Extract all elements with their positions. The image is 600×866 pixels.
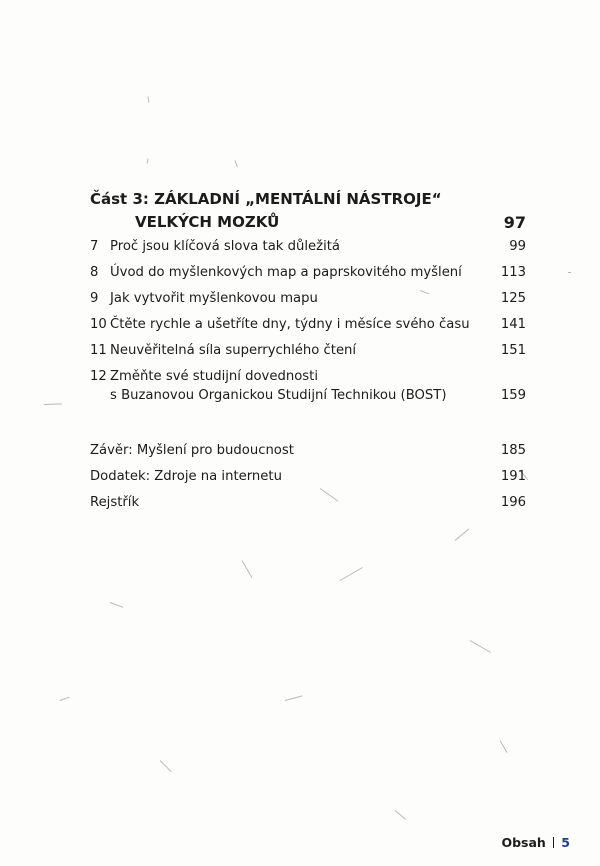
part-page-number: 97 — [503, 213, 526, 232]
chapter-page: 113 — [500, 265, 526, 280]
chapter-number: 8 — [90, 265, 99, 280]
chapter-number: 12 — [90, 369, 107, 384]
chapter-page: 125 — [500, 291, 526, 306]
chapter-title-line2: s Buzanovou Organickou Studijní Technikou (BOST) — [110, 388, 447, 403]
chapter-number: 9 — [90, 291, 99, 306]
chapter-title: Neuvěřitelná síla superrychlého čtení — [110, 343, 357, 358]
footer-divider — [553, 837, 555, 848]
chapter-page: 99 — [509, 239, 526, 254]
chapter-title: Čtěte rychle a ušetříte dny, týdny i měsíce svého času — [110, 317, 470, 332]
entry-page: 185 — [500, 443, 526, 458]
chapter-number: 10 — [90, 317, 107, 332]
chapter-number: 7 — [90, 239, 99, 254]
part-title-line2: VELKÝCH MOZKŮ — [135, 213, 280, 231]
entry-page: 196 — [500, 495, 526, 510]
footer-page-number: 5 — [561, 835, 570, 850]
chapter-title: Úvod do myšlenkových map a paprskovitého myšlení — [110, 265, 462, 280]
page-footer — [501, 835, 570, 850]
entry-title: Závěr: Myšlení pro budoucnost — [90, 443, 294, 458]
entry-title: Dodatek: Zdroje na internetu — [90, 469, 282, 484]
chapter-title: Jak vytvořit myšlenkovou mapu — [110, 291, 318, 306]
chapter-page: 159 — [500, 388, 526, 403]
chapter-title: Změňte své studijní dovednosti — [110, 369, 318, 384]
entry-title: Rejstřík — [90, 495, 140, 510]
part-title-line1: Část 3: ZÁKLADNÍ „MENTÁLNÍ NÁSTROJE“ — [90, 190, 442, 208]
chapter-title: Proč jsou klíčová slova tak důležitá — [110, 239, 340, 254]
footer-section-label: Obsah — [501, 835, 546, 850]
chapter-page: 141 — [500, 317, 526, 332]
chapter-page: 151 — [500, 343, 526, 358]
chapter-number: 11 — [90, 343, 107, 358]
entry-page: 191 — [500, 469, 526, 484]
